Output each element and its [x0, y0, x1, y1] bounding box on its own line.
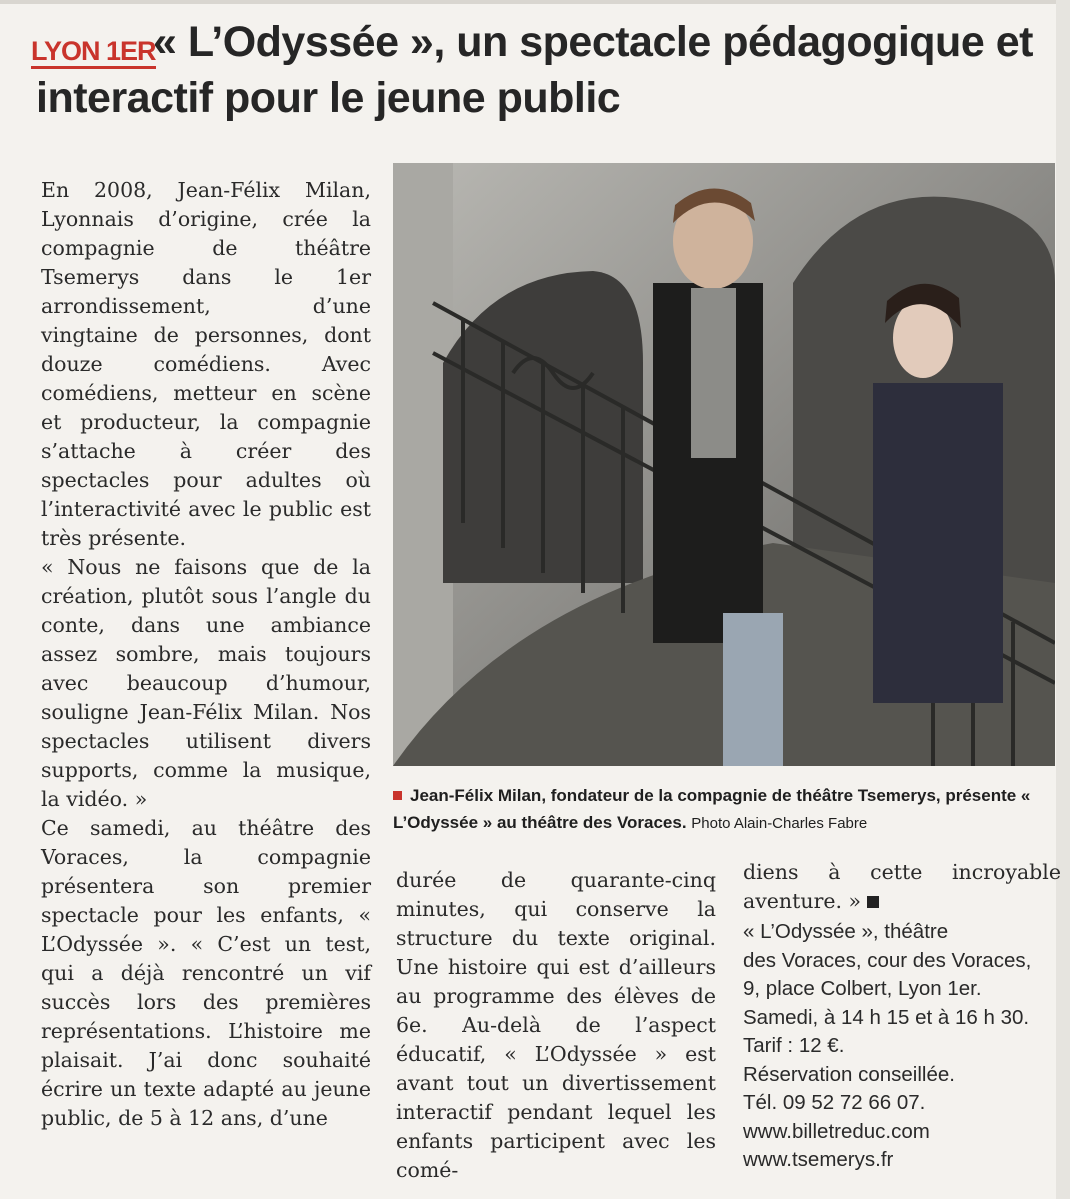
info-address: 9, place Colbert, Lyon 1er.	[743, 977, 982, 1000]
practical-info	[743, 918, 1061, 1175]
paragraph-intro: En 2008, Jean-Félix Milan, Lyonnais d’origine, crée la compagnie de théâtre Tsemerys dans le 1er arrondissement, d’une vingtaine de personnes, dont douze comédiens. Avec comédiens, metteur en scène et producteur, la compagnie s’attache à créer des spectacles pour adultes où l’interactivité avec le public est très présente.	[41, 178, 371, 550]
page-edge	[0, 0, 1070, 4]
paragraph-ending	[743, 858, 1061, 916]
info-booking: Réservation conseillée.	[743, 1062, 955, 1086]
photo-illustration	[393, 163, 1055, 766]
article-column-1	[41, 176, 371, 1133]
caption-bullet-icon	[393, 791, 402, 800]
paragraph-quote: « Nous ne faisons que de la création, plutôt sous l’angle du conte, dans une ambiance assez sombre, mais toujours avec beaucoup d’humour, souligne Jean-Félix Milan. Nos spectacles utilisent divers supports, comme la musique, la vidéo. »	[41, 555, 371, 811]
rubric-tag: LYON 1ER	[31, 36, 156, 69]
headline-text: « L’Odyssée », un spectacle pédagogique et interactif pour le jeune public	[36, 18, 1033, 122]
info-website-billetreduc: www.billetreduc.com	[743, 1119, 930, 1143]
end-of-article-icon	[867, 896, 879, 908]
article-column-3	[743, 858, 1061, 1175]
info-times: Samedi, à 14 h 15 et à 16 h 30.	[743, 1005, 1030, 1029]
article-photo	[393, 163, 1055, 766]
paragraph-duration: durée de quarante-cinq minutes, qui conserve la structure du texte original. Une histoire qui est d’ailleurs au programme des élèves de 6e. Au-delà de l’aspect éducatif, « L’Odyssée » est avant tout un divertissement interactif pendant lequel les enfants participent avec les comé-	[396, 868, 716, 1182]
ending-text: diens à cette incroyable aventure. »	[743, 860, 1061, 913]
info-show: « L’Odyssée », théâtre	[743, 920, 949, 943]
headline	[36, 14, 1046, 126]
article-column-2	[396, 866, 716, 1185]
photo-caption	[393, 782, 1055, 837]
info-website-tsemerys: www.tsemerys.fr	[743, 1148, 894, 1171]
info-venue: des Voraces, cour des Voraces,	[743, 948, 1032, 972]
caption-text: Jean-Félix Milan, fondateur de la compagnie de théâtre Tsemerys, présente « L’Odyssée » au théâtre des Voraces.	[393, 786, 1031, 832]
info-price: Tarif : 12 €.	[743, 1034, 845, 1057]
info-phone: Tél. 09 52 72 66 07.	[743, 1091, 926, 1114]
paragraph-saturday: Ce samedi, au théâtre des Voraces, la compagnie présentera son premier spectacle pour les enfants, « L’Odyssée ». « C’est un test, qui a déjà rencontré un vif succès lors des premières représentations. L’histoire me plaisait. J’ai donc souhaité écrire un texte adapté au jeune public, de 5 à 12 ans, d’une	[41, 816, 371, 1130]
photo-credit: Photo Alain-Charles Fabre	[691, 815, 868, 832]
